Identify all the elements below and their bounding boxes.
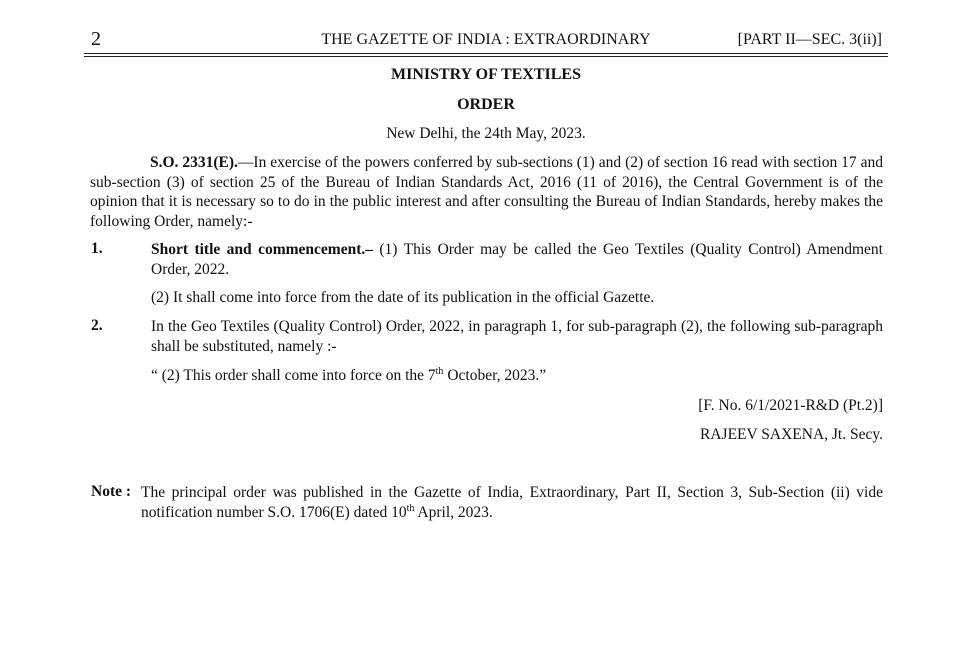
part-section: [PART II—SEC. 3(ii)]: [737, 31, 882, 48]
item-1-subclause: (2) It shall come into force from the date of its publication in the official Gazette.: [151, 289, 655, 306]
note-label: Note :: [91, 483, 132, 500]
item-2-text: In the Geo Textiles (Quality Control) Order, 2022, in paragraph 1, for sub-paragraph (2), the following sub-paragraph shall be substituted, namely :-: [151, 318, 883, 355]
item-number-1: 1.: [91, 240, 103, 257]
header-divider: [84, 53, 888, 57]
gazette-header: [88, 28, 884, 50]
item-1-text: [151, 240, 883, 279]
item-1-body: (1) This Order may be called the Geo Textiles (Quality Control) Amendment Order, 2022.: [151, 241, 883, 278]
dateline: New Delhi, the 24th May, 2023.: [386, 125, 586, 142]
note-sup: th: [406, 502, 415, 514]
note-text-before: The principal order was published in the Gazette of India, Extraordinary, Part II, Section 3, Sub-Section (ii) vide notification number S.O. 1706(E) dated 10: [141, 484, 883, 521]
order-heading: ORDER: [457, 96, 515, 113]
so-number: S.O. 2331(E).: [150, 154, 238, 171]
page-number: 2: [91, 28, 101, 50]
gazette-title: THE GAZETTE OF INDIA : EXTRAORDINARY: [321, 31, 651, 48]
item-1-heading: Short title and commencement.–: [151, 241, 373, 258]
quote-before: “ (2) This order shall come into force on the 7: [151, 367, 436, 384]
quote-sup: th: [435, 365, 444, 377]
intro-paragraph: [90, 153, 883, 231]
ministry-heading: MINISTRY OF TEXTILES: [390, 66, 581, 83]
note-text-after: April, 2023.: [414, 504, 493, 521]
note-text: [141, 483, 883, 523]
quote-after: October, 2023.”: [443, 367, 547, 384]
signatory: RAJEEV SAXENA, Jt. Secy.: [700, 426, 883, 443]
file-number: [F. No. 6/1/2021-R&D (Pt.2)]: [698, 397, 883, 414]
item-2-quote: [151, 366, 883, 386]
intro-text: —In exercise of the powers conferred by sub-sections (1) and (2) of section 16 read with section 17 and sub-section (3) of section 25 of the Bureau of Indian Standards Act, 2016 (11 of 2016), the Central Government is of the opinion that it is necessary so to do in the public interest and after consulting the Bureau of Indian Standards, hereby makes the following Order, namely:-: [90, 154, 883, 230]
item-number-2: 2.: [91, 317, 103, 334]
